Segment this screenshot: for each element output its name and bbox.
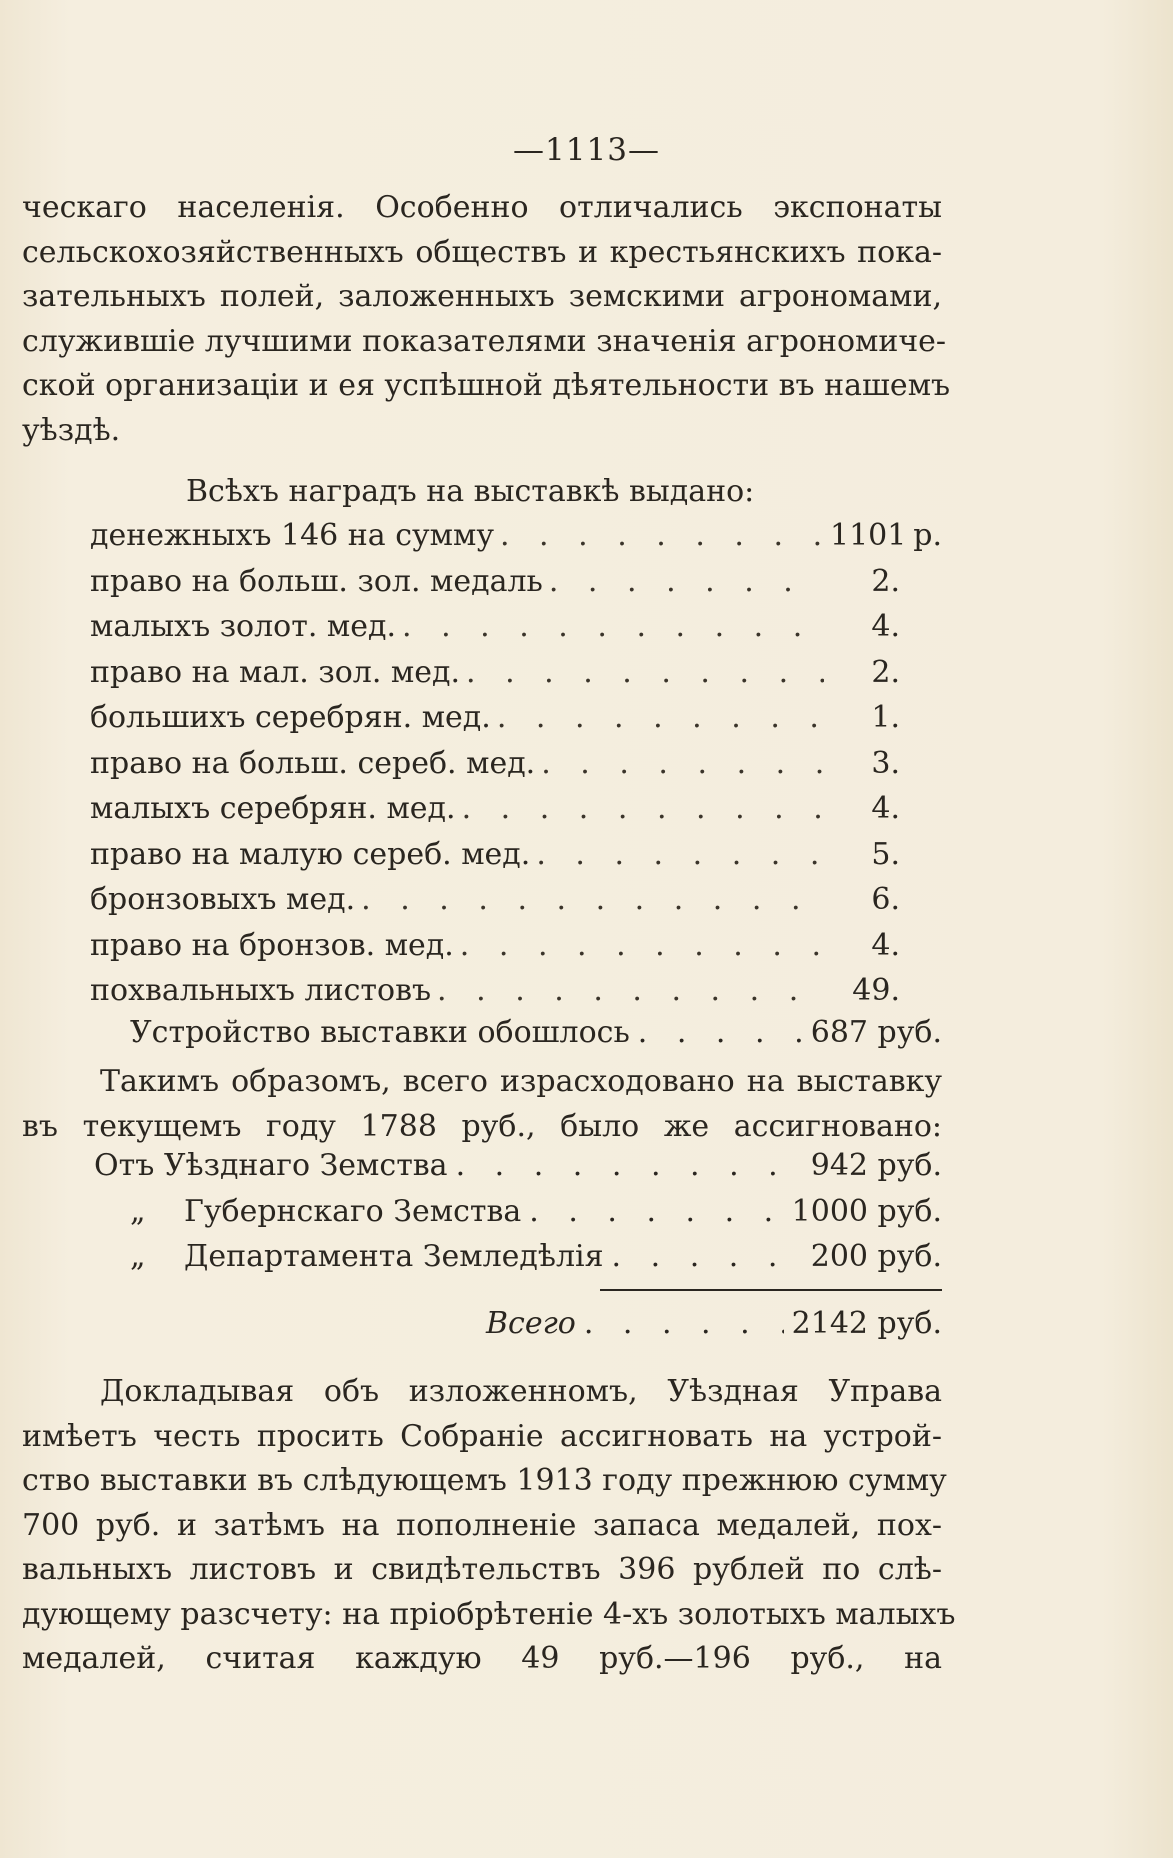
text-line: медалей, считая каждую 49 руб.—196 руб., на (22, 1641, 942, 1676)
total-label: Всего (486, 1306, 576, 1341)
award-value: 6. (871, 882, 900, 917)
paragraph-spending (22, 1060, 942, 1149)
text-line: ческаго населенія. Особенно отличались экспонаты (22, 190, 942, 225)
awards-list (90, 518, 942, 1019)
award-label: право на бронзов. мед. (90, 927, 454, 963)
text-line: уѣздѣ. (22, 412, 121, 448)
award-value: 4. (871, 927, 900, 963)
leader-dots (541, 746, 824, 781)
leader-dots (536, 837, 824, 872)
funding-amount: 942 руб. (810, 1148, 942, 1183)
award-label: право на больш. зол. медаль (90, 563, 543, 599)
leader-dots (612, 1239, 803, 1274)
text-line: Такимъ образомъ, всего израсходовано на выставку (100, 1064, 942, 1099)
award-label: право на малую сереб. мед. (90, 836, 531, 872)
awards-heading: Всѣхъ наградъ на выставкѣ выдано: (186, 474, 755, 509)
funding-amount: 1000 руб. (791, 1193, 942, 1229)
award-unit: р. (913, 518, 942, 553)
cost-label: Устройство выставки обошлось (130, 1015, 630, 1050)
funding-row (94, 1194, 942, 1240)
award-label: право на мал. зол. мед. (90, 654, 460, 690)
funding-row (94, 1148, 942, 1194)
award-row (90, 655, 942, 701)
exhibition-cost-line (130, 1015, 942, 1050)
leader-dots (460, 928, 824, 963)
paragraph-exhibits (22, 186, 951, 453)
funding-row (94, 1239, 942, 1285)
text-line: ской организаціи и ея успѣшной дѣятельности въ нашемъ (22, 368, 951, 403)
award-row (90, 882, 942, 928)
award-label: малыхъ серебрян. мед. (90, 791, 456, 826)
funding-label: Департамента Земледѣлія (184, 1239, 604, 1274)
award-value: 1. (871, 700, 900, 735)
funding-amount: 200 руб. (810, 1239, 942, 1274)
text-line: дующему разсчету: на пріобрѣтеніе 4-хъ золотыхъ малыхъ (22, 1596, 956, 1632)
award-value: 4. (871, 609, 900, 644)
award-row (90, 837, 942, 883)
award-value: 2. (871, 563, 900, 599)
award-label: малыхъ золот. мед. (90, 609, 397, 644)
leader-dots (437, 973, 824, 1008)
funding-label: Губернскаго Земства (184, 1193, 522, 1229)
text-line: 700 руб. и затѣмъ на пополненіе запаса медалей, пох- (22, 1507, 942, 1543)
award-row (90, 700, 942, 746)
leader-dots (529, 1194, 783, 1229)
award-value: 5. (871, 836, 900, 872)
funding-label: Отъ Уѣзднаго Земства (94, 1148, 448, 1183)
leader-dots (497, 700, 824, 735)
paragraph-request (22, 1370, 956, 1682)
total-line (486, 1306, 942, 1341)
leader-dots (638, 1015, 803, 1050)
leader-dots (584, 1306, 784, 1341)
award-row (90, 973, 942, 1019)
text-line: ство выставки въ слѣдующемъ 1913 году прежнюю сумму (22, 1463, 947, 1498)
award-label: большихъ серебрян. мед. (90, 700, 491, 735)
cost-amount: 687 руб. (810, 1015, 942, 1050)
leader-dots (466, 655, 824, 690)
award-label: похвальныхъ листовъ (90, 973, 432, 1008)
ditto-mark: „ (130, 1193, 146, 1229)
leader-dots (462, 791, 824, 826)
funding-sources (94, 1148, 942, 1285)
page-number: —1113— (513, 132, 660, 168)
text-line: имѣетъ честь просить Собраніе ассигновать на устрой- (22, 1418, 942, 1454)
award-row (90, 928, 942, 974)
text-line: зательныхъ полей, заложенныхъ земскими агрономами, (22, 279, 942, 314)
award-label: право на больш. сереб. мед. (90, 745, 536, 781)
award-row (90, 609, 942, 655)
award-value: 1101 (830, 518, 907, 553)
ditto-mark: „ (130, 1239, 146, 1274)
text-line: Докладывая объ изложенномъ, Уѣздная Управа (100, 1374, 942, 1409)
leader-dots (500, 518, 824, 553)
text-line: въ текущемъ году 1788 руб., было же ассигновано: (22, 1108, 942, 1144)
text-line: вальныхъ листовъ и свидѣтельствъ 396 рублей по слѣ- (22, 1552, 942, 1587)
award-value: 2. (871, 654, 900, 690)
leader-dots (456, 1148, 803, 1183)
leader-dots (361, 882, 824, 917)
award-label: денежныхъ 146 на сумму (90, 518, 494, 553)
leader-dots (402, 609, 824, 644)
award-row (90, 518, 942, 564)
award-row (90, 746, 942, 792)
award-label: бронзовыхъ мед. (90, 882, 356, 917)
text-line: служившіе лучшими показателями значенія агрономиче- (22, 323, 947, 359)
leader-dots (549, 564, 824, 599)
total-amount: 2142 руб. (791, 1306, 942, 1341)
award-value: 3. (871, 745, 900, 781)
award-row (90, 791, 942, 837)
award-value: 4. (871, 791, 900, 826)
award-row (90, 564, 942, 610)
text-line: сельскохозяйственныхъ обществъ и крестьянскихъ пока- (22, 234, 942, 270)
total-rule (600, 1289, 942, 1291)
award-value: 49. (852, 973, 900, 1008)
